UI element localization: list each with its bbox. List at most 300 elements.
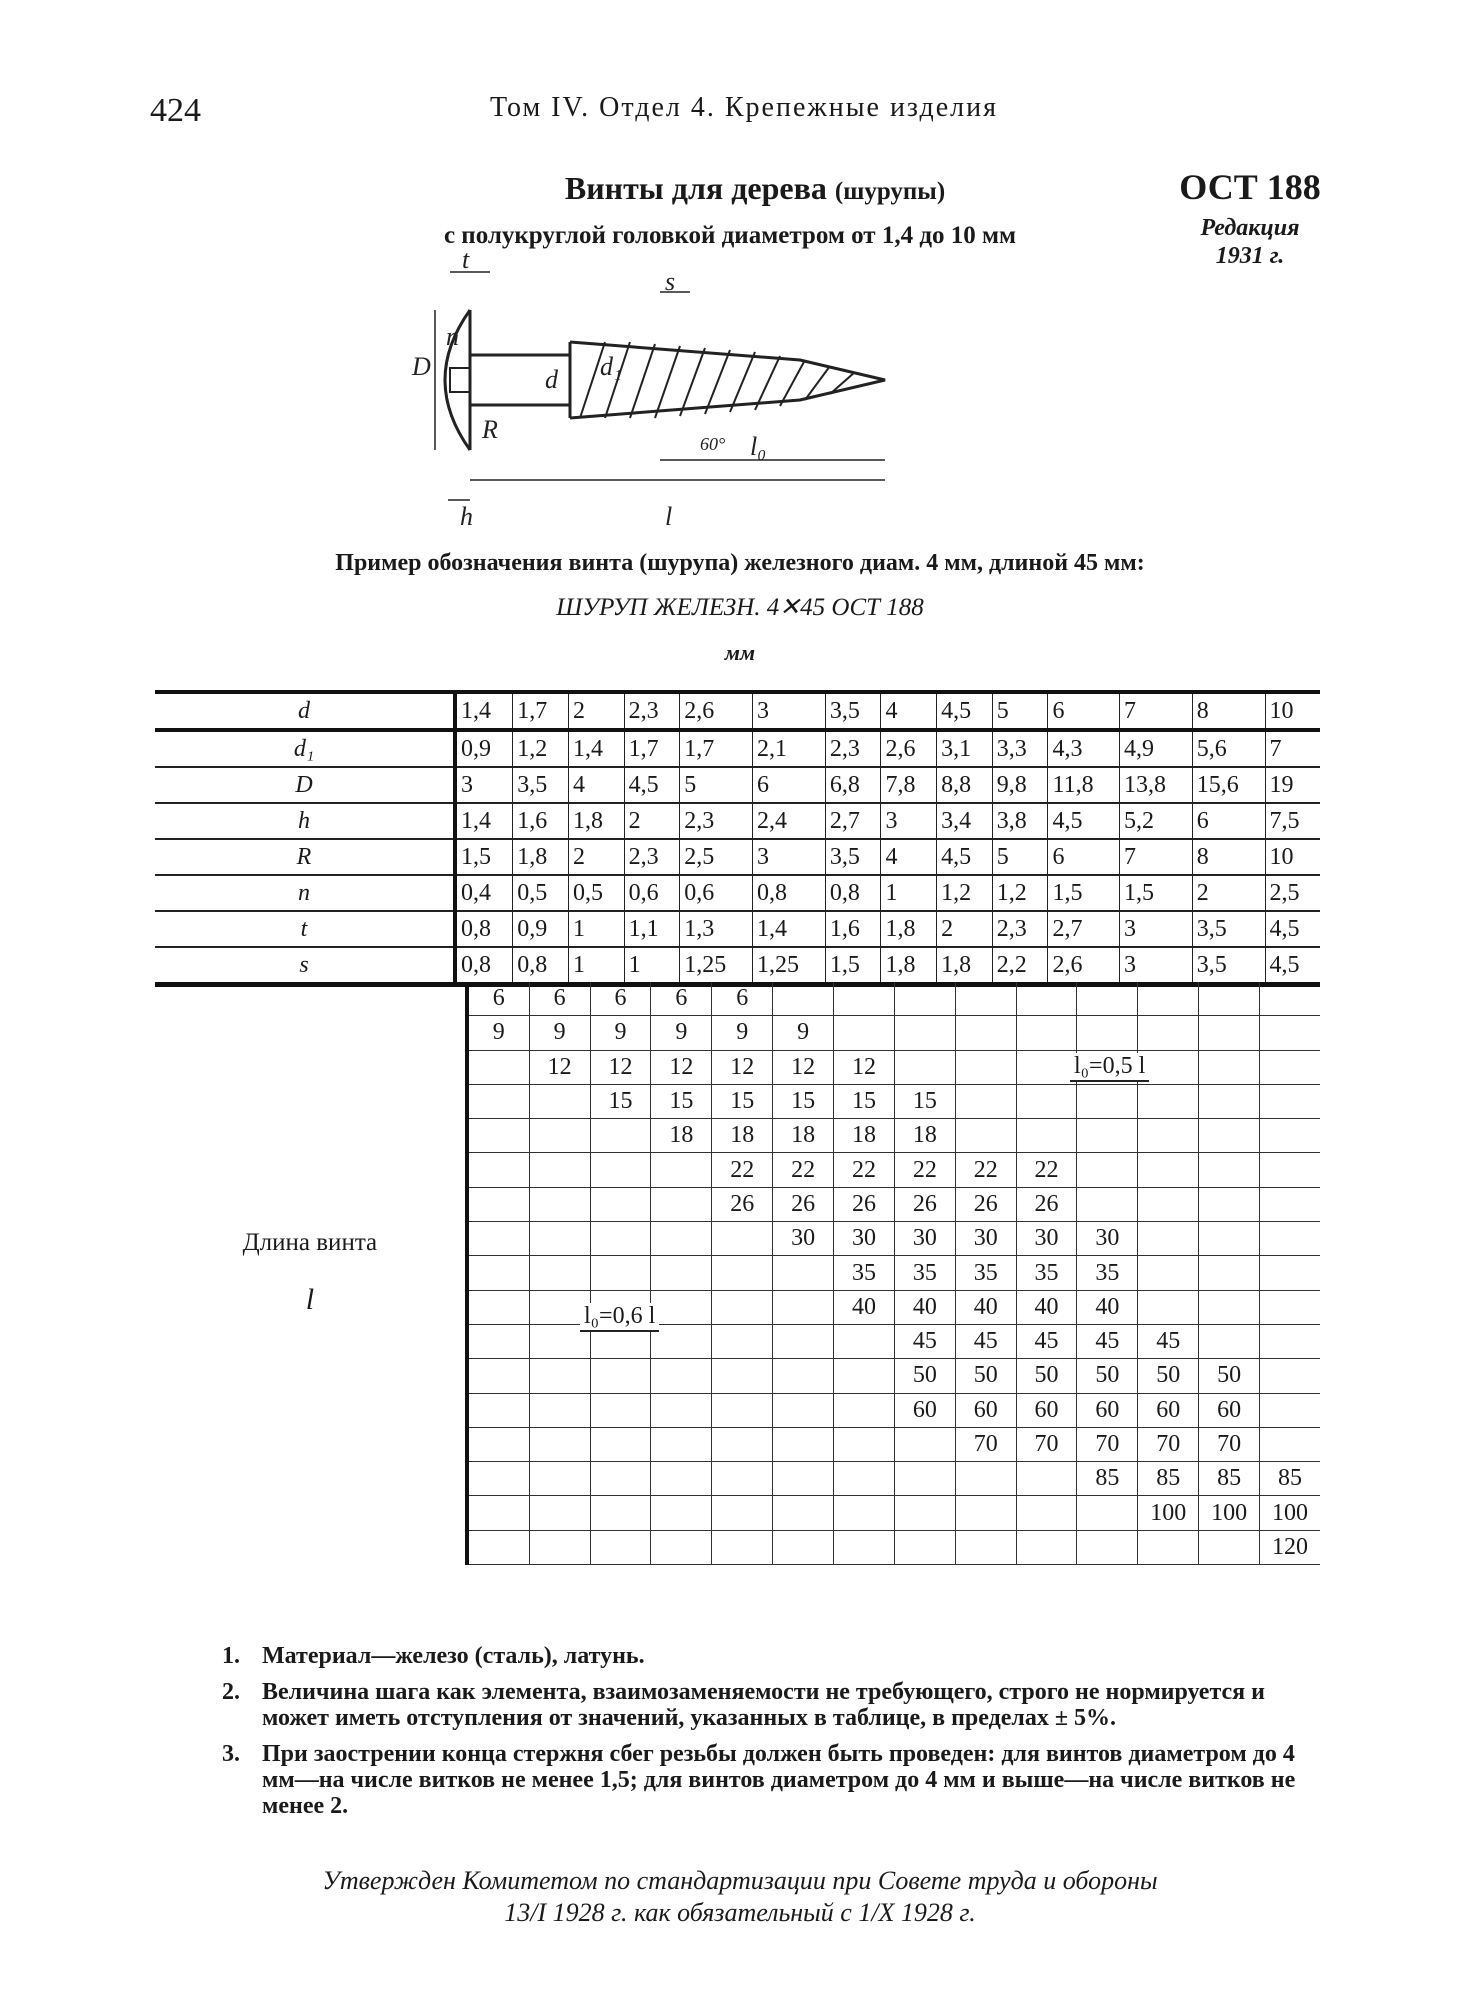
length-cell-empty bbox=[712, 1222, 773, 1256]
length-cell-empty bbox=[773, 1530, 834, 1564]
length-cell-empty bbox=[1260, 982, 1320, 1016]
dimension-cell: 9,8 bbox=[992, 767, 1048, 803]
length-cell-empty bbox=[712, 1427, 773, 1461]
dimension-cell: 1,5 bbox=[1048, 875, 1120, 911]
dimension-cell: 5 bbox=[680, 767, 753, 803]
edition-note bbox=[1160, 214, 1340, 270]
length-cell-empty bbox=[529, 1496, 590, 1530]
length-cell: 26 bbox=[1016, 1187, 1077, 1221]
length-cell: 40 bbox=[955, 1290, 1016, 1324]
length-cell-empty bbox=[1199, 1530, 1260, 1564]
l0-note-large: l₀=0,5 l bbox=[1070, 1053, 1149, 1082]
length-cell: 40 bbox=[834, 1290, 895, 1324]
length-cell: 18 bbox=[712, 1119, 773, 1153]
length-cell: 15 bbox=[712, 1084, 773, 1118]
dimension-cell: 3 bbox=[1119, 947, 1192, 985]
length-cell-empty bbox=[590, 1256, 651, 1290]
dimension-cell: 1 bbox=[568, 947, 624, 985]
label-D: D bbox=[412, 352, 431, 381]
dimension-cell: 1,7 bbox=[680, 730, 753, 767]
designation-example: ШУРУП ЖЕЛЕЗН. 4✕45 ОСТ 188 bbox=[556, 594, 924, 621]
length-cell: 30 bbox=[1016, 1222, 1077, 1256]
length-cell-empty bbox=[1260, 1427, 1320, 1461]
dimension-cell: 7,5 bbox=[1265, 803, 1320, 839]
length-cell: 15 bbox=[651, 1084, 712, 1118]
length-cell: 35 bbox=[955, 1256, 1016, 1290]
length-cell-empty bbox=[1199, 1290, 1260, 1324]
dimension-cell: 2 bbox=[1192, 875, 1265, 911]
diameter-header-cell: 6 bbox=[1048, 692, 1120, 730]
length-cell-empty bbox=[1260, 1050, 1320, 1084]
length-cell-empty bbox=[590, 1153, 651, 1187]
dimension-cell: 2,7 bbox=[1048, 911, 1120, 947]
length-cell-empty bbox=[773, 1496, 834, 1530]
dimension-cell: 5,2 bbox=[1119, 803, 1192, 839]
length-cell-empty bbox=[894, 1427, 955, 1461]
title-main: Винты для дерева bbox=[564, 170, 827, 206]
row-label: h bbox=[155, 803, 455, 839]
dimension-cell: 7,8 bbox=[881, 767, 937, 803]
length-cell: 26 bbox=[834, 1187, 895, 1221]
note-text: Величина шага как элемента, взаимозаменяемости не требующего, строго не нормируется и может иметь отступления от значений, указанных в таблице, в пределах ± 5%. bbox=[262, 1679, 1265, 1731]
dimension-cell: 6 bbox=[753, 767, 826, 803]
length-cell-empty bbox=[1016, 1496, 1077, 1530]
length-cell: 60 bbox=[955, 1393, 1016, 1427]
length-cell-empty bbox=[1138, 1016, 1199, 1050]
designation-example-text: Пример обозначения винта (шурупа) железного диам. 4 мм, длиной 45 мм: bbox=[335, 550, 1145, 576]
length-cell: 45 bbox=[894, 1324, 955, 1358]
dimension-cell: 1 bbox=[568, 911, 624, 947]
dimension-cell: 10 bbox=[1265, 839, 1320, 875]
dimension-cell: 3,8 bbox=[992, 803, 1048, 839]
note-item bbox=[222, 1679, 1322, 1731]
diameter-header-cell: 2,3 bbox=[624, 692, 680, 730]
page-number: 424 bbox=[150, 92, 201, 129]
length-cell-empty bbox=[712, 1530, 773, 1564]
dimension-cell: 4 bbox=[568, 767, 624, 803]
dimension-cell: 0,8 bbox=[455, 947, 513, 985]
length-cell: 40 bbox=[894, 1290, 955, 1324]
length-cell-empty bbox=[712, 1256, 773, 1290]
unit-label: мм bbox=[724, 640, 756, 665]
length-cell-empty bbox=[834, 1462, 895, 1496]
dimension-cell: 1,8 bbox=[513, 839, 569, 875]
dimension-cell: 4,5 bbox=[1048, 803, 1120, 839]
length-cell-empty bbox=[1016, 1050, 1077, 1084]
length-cell-empty bbox=[773, 1359, 834, 1393]
length-cell: 70 bbox=[1016, 1427, 1077, 1461]
length-cell-empty bbox=[1077, 1119, 1138, 1153]
dimension-cell: 11,8 bbox=[1048, 767, 1120, 803]
dimension-cell: 2,1 bbox=[753, 730, 826, 767]
length-cell: 26 bbox=[894, 1187, 955, 1221]
dimensions-header-row bbox=[155, 692, 1320, 730]
length-cell-empty bbox=[773, 1256, 834, 1290]
dimension-cell: 4,9 bbox=[1119, 730, 1192, 767]
dimension-cell: 15,6 bbox=[1192, 767, 1265, 803]
length-cell: 50 bbox=[1199, 1359, 1260, 1393]
dimension-cell: 2,4 bbox=[753, 803, 826, 839]
dimensions-row bbox=[155, 911, 1320, 947]
length-cell: 30 bbox=[773, 1222, 834, 1256]
dimension-cell: 5 bbox=[992, 839, 1048, 875]
length-cell-empty bbox=[529, 1153, 590, 1187]
length-cell: 30 bbox=[834, 1222, 895, 1256]
length-cell-empty bbox=[651, 1256, 712, 1290]
length-cell: 26 bbox=[712, 1187, 773, 1221]
length-cell-empty bbox=[590, 1222, 651, 1256]
length-cell-empty bbox=[590, 1496, 651, 1530]
length-cell-empty bbox=[467, 1050, 529, 1084]
length-cell: 45 bbox=[1077, 1324, 1138, 1358]
length-cell-empty bbox=[834, 1530, 895, 1564]
dimension-cell: 2,2 bbox=[992, 947, 1048, 985]
length-cell: 85 bbox=[1077, 1462, 1138, 1496]
length-cell-empty bbox=[651, 1427, 712, 1461]
length-cell-empty bbox=[1260, 1222, 1320, 1256]
dimension-cell: 1,8 bbox=[937, 947, 993, 985]
length-cell: 85 bbox=[1199, 1462, 1260, 1496]
dimension-cell: 2 bbox=[937, 911, 993, 947]
dimensions-row bbox=[155, 767, 1320, 803]
dimension-cell: 2,5 bbox=[1265, 875, 1320, 911]
dimension-cell: 3 bbox=[753, 839, 826, 875]
length-cell: 6 bbox=[529, 982, 590, 1016]
length-cell-empty bbox=[1199, 1324, 1260, 1358]
dimension-cell: 3,5 bbox=[1192, 911, 1265, 947]
length-cell: 15 bbox=[590, 1084, 651, 1118]
length-cell: 50 bbox=[1138, 1359, 1199, 1393]
length-cell-empty bbox=[651, 1393, 712, 1427]
dimension-cell: 1 bbox=[624, 947, 680, 985]
length-cell-empty bbox=[1138, 1187, 1199, 1221]
length-cell-empty bbox=[834, 1427, 895, 1461]
label-n: n bbox=[446, 322, 459, 351]
dimension-cell: 1,5 bbox=[1119, 875, 1192, 911]
title-paren: (шурупы) bbox=[834, 178, 946, 205]
dimension-cell: 1,25 bbox=[680, 947, 753, 985]
length-cell-empty bbox=[590, 1187, 651, 1221]
length-cell-empty bbox=[1260, 1393, 1320, 1427]
dimension-cell: 6,8 bbox=[825, 767, 881, 803]
label-l: l bbox=[665, 502, 673, 531]
length-cell-empty bbox=[467, 1187, 529, 1221]
dimension-cell: 2,6 bbox=[881, 730, 937, 767]
length-cell-empty bbox=[773, 1462, 834, 1496]
length-cell-empty bbox=[1016, 1084, 1077, 1118]
length-cell-empty bbox=[1260, 1119, 1320, 1153]
standard-code: ОСТ 188 bbox=[1179, 167, 1321, 207]
length-cell-empty bbox=[955, 1119, 1016, 1153]
dimension-cell: 3,1 bbox=[937, 730, 993, 767]
length-cell: 70 bbox=[1199, 1427, 1260, 1461]
dimension-cell: 0,6 bbox=[680, 875, 753, 911]
length-cell-empty bbox=[651, 1496, 712, 1530]
note-item bbox=[222, 1643, 1322, 1669]
length-cell: 6 bbox=[712, 982, 773, 1016]
note-text: При заострении конца стержня сбег резьбы должен быть проведен: для винтов диаметром до 4 мм—на числе витков не менее 1,5; для винтов диаметром до 4 мм и выше—на числе витков не менее 2. bbox=[262, 1741, 1296, 1819]
length-cell-empty bbox=[894, 1462, 955, 1496]
length-cell: 22 bbox=[894, 1153, 955, 1187]
length-cell-empty bbox=[651, 1530, 712, 1564]
length-cell-empty bbox=[1260, 1256, 1320, 1290]
dimension-cell: 3,5 bbox=[513, 767, 569, 803]
dimension-cell: 2,3 bbox=[680, 803, 753, 839]
length-cell-empty bbox=[712, 1290, 773, 1324]
length-cell-empty bbox=[1138, 1256, 1199, 1290]
length-cell: 9 bbox=[590, 1016, 651, 1050]
length-cell-empty bbox=[590, 1393, 651, 1427]
length-cell-empty bbox=[1016, 1530, 1077, 1564]
label-s: s bbox=[665, 267, 676, 296]
length-cell-empty bbox=[467, 1359, 529, 1393]
dimension-cell: 3,4 bbox=[937, 803, 993, 839]
length-cell-empty bbox=[529, 1187, 590, 1221]
length-cell-empty bbox=[1016, 1119, 1077, 1153]
length-cell: 22 bbox=[712, 1153, 773, 1187]
length-cell: 45 bbox=[1016, 1324, 1077, 1358]
length-cell: 100 bbox=[1260, 1496, 1320, 1530]
length-cell-empty bbox=[955, 1496, 1016, 1530]
dimensions-row bbox=[155, 947, 1320, 985]
dimension-cell: 8,8 bbox=[937, 767, 993, 803]
length-cell: 15 bbox=[834, 1084, 895, 1118]
dimension-cell: 1,7 bbox=[624, 730, 680, 767]
length-cell: 30 bbox=[894, 1222, 955, 1256]
row-label: R bbox=[155, 839, 455, 875]
dimension-cell: 7 bbox=[1265, 730, 1320, 767]
length-cell-empty bbox=[773, 1393, 834, 1427]
length-cell: 85 bbox=[1138, 1462, 1199, 1496]
length-cell-empty bbox=[894, 1530, 955, 1564]
length-cell: 45 bbox=[1138, 1324, 1199, 1358]
length-cell-empty bbox=[1016, 982, 1077, 1016]
screw-drawing bbox=[410, 245, 1030, 531]
length-cell: 35 bbox=[834, 1256, 895, 1290]
length-cell: 40 bbox=[1016, 1290, 1077, 1324]
length-cell: 50 bbox=[955, 1359, 1016, 1393]
length-cell-empty bbox=[894, 1016, 955, 1050]
length-cell-empty bbox=[467, 1393, 529, 1427]
l0-note-small: l₀=0,6 l bbox=[580, 1303, 659, 1332]
length-cell: 60 bbox=[1016, 1393, 1077, 1427]
length-cell-empty bbox=[651, 1359, 712, 1393]
dimension-cell: 1,6 bbox=[825, 911, 881, 947]
note-number: 2. bbox=[222, 1679, 240, 1705]
length-cell-empty bbox=[1077, 1016, 1138, 1050]
length-cell-empty bbox=[1138, 1222, 1199, 1256]
dimension-cell: 2 bbox=[624, 803, 680, 839]
dimension-cell: 2,3 bbox=[624, 839, 680, 875]
dimension-cell: 1,8 bbox=[881, 947, 937, 985]
length-cell: 9 bbox=[529, 1016, 590, 1050]
length-cell-empty bbox=[467, 1496, 529, 1530]
document-subtitle: с полукруглой головкой диаметром от 1,4 до 10 мм bbox=[443, 222, 1017, 249]
length-cell-empty bbox=[955, 1050, 1016, 1084]
length-cell: 45 bbox=[955, 1324, 1016, 1358]
label-l0: l₀ bbox=[750, 432, 767, 461]
length-cell: 12 bbox=[773, 1050, 834, 1084]
dimension-cell: 1,3 bbox=[680, 911, 753, 947]
length-cell: 18 bbox=[651, 1119, 712, 1153]
dimension-cell: 2 bbox=[568, 839, 624, 875]
length-cell: 9 bbox=[467, 1016, 529, 1050]
length-cell-empty bbox=[1077, 1084, 1138, 1118]
length-cell: 18 bbox=[773, 1119, 834, 1153]
length-cell: 70 bbox=[1138, 1427, 1199, 1461]
length-cell: 50 bbox=[1016, 1359, 1077, 1393]
length-cell-empty bbox=[955, 1084, 1016, 1118]
length-cell: 30 bbox=[955, 1222, 1016, 1256]
dimension-cell: 6 bbox=[1048, 839, 1120, 875]
length-cell-empty bbox=[467, 1462, 529, 1496]
dimension-cell: 1,4 bbox=[568, 730, 624, 767]
length-cell-empty bbox=[1077, 1187, 1138, 1221]
length-cell-empty bbox=[894, 982, 955, 1016]
approval-line-1: Утвержден Комитетом по стандартизации при Совете труда и обороны bbox=[322, 1866, 1158, 1895]
length-cell: 35 bbox=[1077, 1256, 1138, 1290]
dimension-cell: 1,4 bbox=[455, 803, 513, 839]
dimension-cell: 4,5 bbox=[937, 839, 993, 875]
dimensions-table bbox=[155, 690, 1320, 987]
dimension-cell: 1,2 bbox=[937, 875, 993, 911]
length-cell: 9 bbox=[651, 1016, 712, 1050]
length-cell-empty bbox=[651, 1324, 712, 1358]
length-cell-empty bbox=[1077, 1530, 1138, 1564]
diameter-header-cell: 4,5 bbox=[937, 692, 993, 730]
length-cell: 22 bbox=[773, 1153, 834, 1187]
length-cell: 60 bbox=[894, 1393, 955, 1427]
length-symbol: l bbox=[305, 1283, 315, 1317]
length-cell-empty bbox=[467, 1290, 529, 1324]
dimensions-row bbox=[155, 730, 1320, 767]
length-cell-empty bbox=[1199, 1222, 1260, 1256]
length-cell-empty bbox=[1138, 1119, 1199, 1153]
length-cell-empty bbox=[651, 1187, 712, 1221]
length-cell-empty bbox=[1260, 1290, 1320, 1324]
dimension-cell: 1,8 bbox=[881, 911, 937, 947]
length-cell-empty bbox=[1016, 1016, 1077, 1050]
approval-line-2: 13/I 1928 г. как обязательный с 1/X 1928 г. bbox=[504, 1898, 976, 1927]
row-label: d bbox=[155, 692, 455, 730]
length-cell: 22 bbox=[834, 1153, 895, 1187]
length-cell-empty bbox=[467, 1084, 529, 1118]
diameter-header-cell: 2,6 bbox=[680, 692, 753, 730]
length-cell: 50 bbox=[894, 1359, 955, 1393]
dimension-cell: 5,6 bbox=[1192, 730, 1265, 767]
length-cell-empty bbox=[467, 1256, 529, 1290]
length-cell: 9 bbox=[773, 1016, 834, 1050]
row-label: D bbox=[155, 767, 455, 803]
diameter-header-cell: 7 bbox=[1119, 692, 1192, 730]
length-cell-empty bbox=[1077, 1153, 1138, 1187]
length-cell-empty bbox=[712, 1496, 773, 1530]
label-h: h bbox=[460, 502, 473, 531]
length-cell-empty bbox=[773, 1427, 834, 1461]
dimension-cell: 1,6 bbox=[513, 803, 569, 839]
dimension-cell: 1,25 bbox=[753, 947, 826, 985]
length-cell: 100 bbox=[1138, 1496, 1199, 1530]
dimension-cell: 3,5 bbox=[825, 839, 881, 875]
row-label: n bbox=[155, 875, 455, 911]
length-cell-empty bbox=[834, 1359, 895, 1393]
length-cell: 12 bbox=[834, 1050, 895, 1084]
dimension-cell: 3,5 bbox=[1192, 947, 1265, 985]
length-cell-empty bbox=[1077, 982, 1138, 1016]
length-cell-empty bbox=[712, 1359, 773, 1393]
dimension-cell: 2,5 bbox=[680, 839, 753, 875]
length-cell: 18 bbox=[894, 1119, 955, 1153]
length-cell: 15 bbox=[773, 1084, 834, 1118]
dimension-cell: 2,7 bbox=[825, 803, 881, 839]
length-cell-empty bbox=[955, 982, 1016, 1016]
length-cell-empty bbox=[1016, 1462, 1077, 1496]
length-cell: 60 bbox=[1199, 1393, 1260, 1427]
dimension-cell: 0,6 bbox=[624, 875, 680, 911]
dimension-cell: 1,5 bbox=[455, 839, 513, 875]
length-cell-empty bbox=[651, 1290, 712, 1324]
length-row bbox=[155, 982, 1320, 1016]
dimension-cell: 3 bbox=[881, 803, 937, 839]
length-cell: 22 bbox=[955, 1153, 1016, 1187]
length-cell: 6 bbox=[590, 982, 651, 1016]
length-cell-empty bbox=[834, 982, 895, 1016]
length-cell-empty bbox=[529, 1462, 590, 1496]
label-angle: 60° bbox=[700, 434, 726, 454]
length-cell-empty bbox=[529, 1427, 590, 1461]
length-cell-empty bbox=[1199, 1256, 1260, 1290]
length-cell: 12 bbox=[712, 1050, 773, 1084]
length-cell: 9 bbox=[712, 1016, 773, 1050]
dimension-cell: 2,6 bbox=[1048, 947, 1120, 985]
diameter-header-cell: 1,4 bbox=[455, 692, 513, 730]
dimension-cell: 13,8 bbox=[1119, 767, 1192, 803]
dimension-cell: 4 bbox=[881, 839, 937, 875]
length-cell: 35 bbox=[1016, 1256, 1077, 1290]
length-cell-empty bbox=[894, 1050, 955, 1084]
length-cell-empty bbox=[529, 1359, 590, 1393]
length-cell: 120 bbox=[1260, 1530, 1320, 1564]
length-cell-empty bbox=[467, 1153, 529, 1187]
length-cell-empty bbox=[894, 1496, 955, 1530]
length-cell-empty bbox=[1260, 1084, 1320, 1118]
length-cell-empty bbox=[955, 1462, 1016, 1496]
document-title bbox=[350, 170, 1160, 207]
length-cell: 26 bbox=[955, 1187, 1016, 1221]
dimensions-row bbox=[155, 875, 1320, 911]
length-cell-empty bbox=[467, 1119, 529, 1153]
length-cell-empty bbox=[1199, 1119, 1260, 1153]
length-cell: 12 bbox=[590, 1050, 651, 1084]
notes-list bbox=[222, 1643, 1322, 1829]
diameter-header-cell: 10 bbox=[1265, 692, 1320, 730]
dimension-cell: 0,5 bbox=[568, 875, 624, 911]
length-cell-empty bbox=[834, 1016, 895, 1050]
length-cell-empty bbox=[590, 1119, 651, 1153]
length-cell-empty bbox=[590, 1427, 651, 1461]
length-cell-empty bbox=[529, 1119, 590, 1153]
edition-year: 1931 г. bbox=[1215, 243, 1285, 269]
length-cell-empty bbox=[590, 1359, 651, 1393]
length-label-cell bbox=[155, 982, 467, 1565]
edition-label: Редакция bbox=[1200, 215, 1300, 241]
length-cell-empty bbox=[1199, 1187, 1260, 1221]
length-cell-empty bbox=[834, 1496, 895, 1530]
dimension-cell: 3,3 bbox=[992, 730, 1048, 767]
length-cell: 30 bbox=[1077, 1222, 1138, 1256]
length-cell-empty bbox=[467, 1530, 529, 1564]
dimension-cell: 1 bbox=[881, 875, 937, 911]
